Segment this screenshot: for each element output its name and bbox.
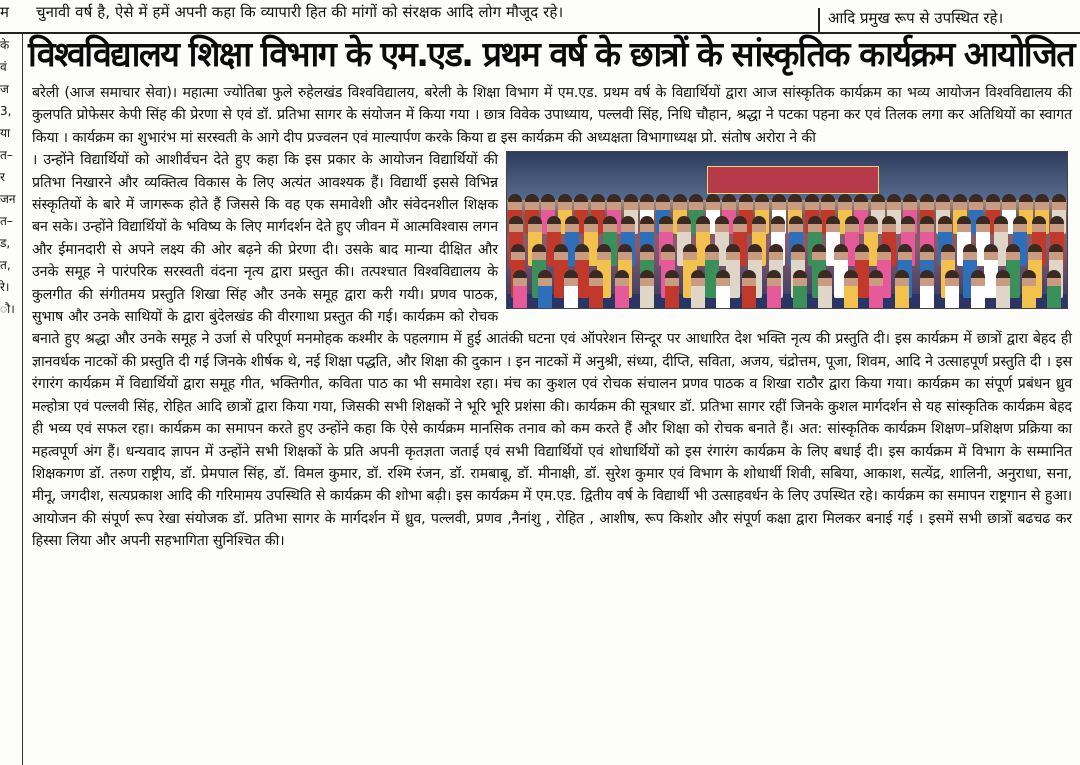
adjacent-article-last-line: आदि प्रमुख रूप से उपस्थित रहे। — [818, 8, 1003, 32]
article-body — [32, 82, 1072, 553]
left-column-fragment: रे। — [0, 280, 10, 294]
left-column-fragment: ड, — [0, 236, 11, 250]
article-paragraph-main: । उन्होंने विद्यार्थियों को आशीर्वचन देते हुए कहा कि इस प्रकार के आयोजन विद्यार्थियों की प्रतिभा निखारने और व्यक्तित्व विकास के लिए अत्यंत आवश्यक हैं। विद्यार्थी इससे विभिन्न संस्कृतियों के बारे में जागरूक होते हैं जिससे कि वह एक समावेशी और संवेदनशील शिक्षक बन सके। उन्होंने विद्यार्थियों के भविष्य के लिए मार्गदर्शन देते हुए जीवन में आत्मविश्वास लगन और ईमानदारी से अपने लक्ष्य की ओर बढ़ने की प्रेरणा दी। उसके बाद मान्या दीक्षित और उनके समूह ने पारंपरिक सरस्वती वंदना नृत्य द्वारा प्रस्तुत की। तत्पश्चात विश्वविद्यालय के कुलगीत की संगीतमय प्रस्तुति शिखा सिंह और उनके समूह द्वारा करी गयी। प्रणव पाठक, सुभाष और उनके साथियों के द्वारा बुंदेलखंड की वीरगाथा प्रस्तुत की गई। कार्यक्रम को रोचक बनाते हुए श्रद्धा और उनके समूह ने उर्जा से परिपूर्ण मनमोहक कश्मीर के पहलगाम में हुई आतंकी घटना एवं ऑपरेशन सिन्दूर पर आधारित देश भक्ति नृत्य की प्रस्तुति दी। इस कार्यक्रम में छात्रों द्वारा बेहद ही ज्ञानवर्धक नाटकों की प्रस्तुति दी गई जिनके शीर्षक थे, नई शिक्षा पद्धति, और शिक्षा की दुकान । इन नाटकों में अनुश्री, संध्या, दीप्ति, सविता, अजय, चंद्रोत्तम, पूजा, शिवम, आदि ने उत्साहपूर्ण प्रस्तुति दी । इस रंगारंग कार्यक्रम में विद्यार्थियों द्वारा समूह गीत, भक्तिगीत, कविता पाठ का भी समावेश रहा। मंच का कुशल एवं रोचक संचालन प्रणव पाठक व शिखा राठौर द्वारा किया गया। कार्यक्रम का संपूर्ण प्रबंधन ध्रुव मल्होत्रा एवं पल्लवी सिंह, रोहित आदि छात्रों द्वारा किया गया, जिसकी सभी शिक्षकों ने भूरि भूरि प्रशंसा की। कार्यक्रम की सूत्रधार डॉ. प्रतिभा सागर रहीं जिनके कुशल मार्गदर्शन से यह सांस्कृतिक कार्यक्रम बेहद ही भव्य एवं सफल रहा। कार्यक्रम का समापन करते हुए उन्होंने कहा कि ऐसे कार्यक्रम मानसिक तनाव को कम करते हैं और शिक्षा को रोचक बनाते हैं। अत: सांस्कृतिक कार्यक्रम शिक्षण–प्रशिक्षण प्रक्रिया का महत्वपूर्ण अंग हैं। धन्यवाद ज्ञापन में उन्होंने सभी शिक्षकों के प्रति अपनी कृतज्ञता जताई एवं सभी विद्यार्थियों एवं शोधार्थियों को इस रंगारंग कार्यक्रम के लिए बधाई दी। इस कार्यक्रम में विभाग के सम्मानित शिक्षकगण डॉ. तरुण राष्ट्रीय, डॉ. प्रेमपाल सिंह, डॉ. विमल कुमार, डॉ. रश्मि रंजन, डॉ. रामबाबू, डॉ. मीनाक्षी, डॉ. सुरेश कुमार एवं विभाग के शोधार्थी शिवी, सबिया, आकाश, सत्येंद्र, शालिनी, अनुराधा, सना, मीनू, जगदीश, सत्यप्रकाश आदि की गरिमामय उपस्थिति से कार्यक्रम की शोभा बढ़ी। इस कार्यक्रम में एम.एड. द्वितीय वर्ष के विद्यार्थी भी उत्साहवर्धन के लिए उपस्थित रहे। कार्यक्रम का समापन राष्ट्रगान से हुआ। आयोजन की संपूर्ण रूप रेखा संयोजक डॉ. प्रतिभा सागर के मार्गदर्शन में ध्रुव, पल्लवी, प्रणव ,नैनांशु , रोहित , आशीष, रूप किशोर और संपूर्ण कक्षा द्वारा मिलकर बनाई गई । इसमें सभी छात्रों बढचढ कर हिस्सा लिया और अपनी सहभागिता सुनिश्चित की। — [32, 152, 1072, 550]
left-column-fragment: ज — [0, 82, 9, 96]
previous-article-strip — [0, 0, 1080, 34]
left-column-fragment: के — [0, 38, 10, 52]
previous-article-last-line: चुनावी वर्ष है, ऐसे में हमें अपनी कहा कि व्यापारी हित की मांगों को संरक्षक आदि लोग मौजूद रहे। — [36, 3, 564, 21]
group-photo — [506, 151, 1068, 309]
left-column-fragment: त– — [0, 148, 13, 162]
left-column-fragment: या — [0, 126, 11, 140]
left-column-fragment: र — [0, 170, 5, 184]
article-headline: विश्वविद्यालय शिक्षा विभाग के एम.एड. प्रथम वर्ष के छात्रों के सांस्कृतिक कार्यक्रम आयोजित — [28, 35, 1074, 75]
left-column-fragment: 3, — [0, 104, 12, 118]
left-column-fragment: त, — [0, 258, 11, 272]
left-column-cropped — [0, 34, 23, 765]
left-column-fragment: जन — [0, 192, 16, 206]
left-column-fragment: ौ। — [0, 302, 15, 316]
left-column-fragment: वं — [0, 60, 7, 74]
left-column-fragment: त– — [0, 214, 13, 228]
article-paragraph-intro: बरेली (आज समाचार सेवा)। महात्मा ज्योतिबा फुले रुहेलखंड विश्वविद्यालय, बरेली के शिक्षा विभाग में एम.एड. प्रथम वर्ष के विद्यार्थियों द्वारा आज सांस्कृतिक कार्यक्रम का भव्य आयोजन विश्वविद्यालय की कुलपति प्रोफेसर केपी सिंह की प्रेरणा से एवं डॉ. प्रतिभा सागर के संयोजन में किया गया । छात्र विवेक उपाध्याय, पल्लवी सिंह, निधि चौहान, श्रद्धा ने पटका पहना कर एवं तिलक लगा कर अतिथियों का स्वागत किया । कार्यक्रम का शुभारंभ मां सरस्वती के आगे दीप प्रज्वलन एवं माल्यार्पण करके किया द्य इस कार्यक्रम की अध्यक्षता विभागाध्यक्ष प्रो. संतोष अरोरा ने की — [32, 85, 1072, 146]
previous-article-fragment: म — [0, 3, 9, 21]
